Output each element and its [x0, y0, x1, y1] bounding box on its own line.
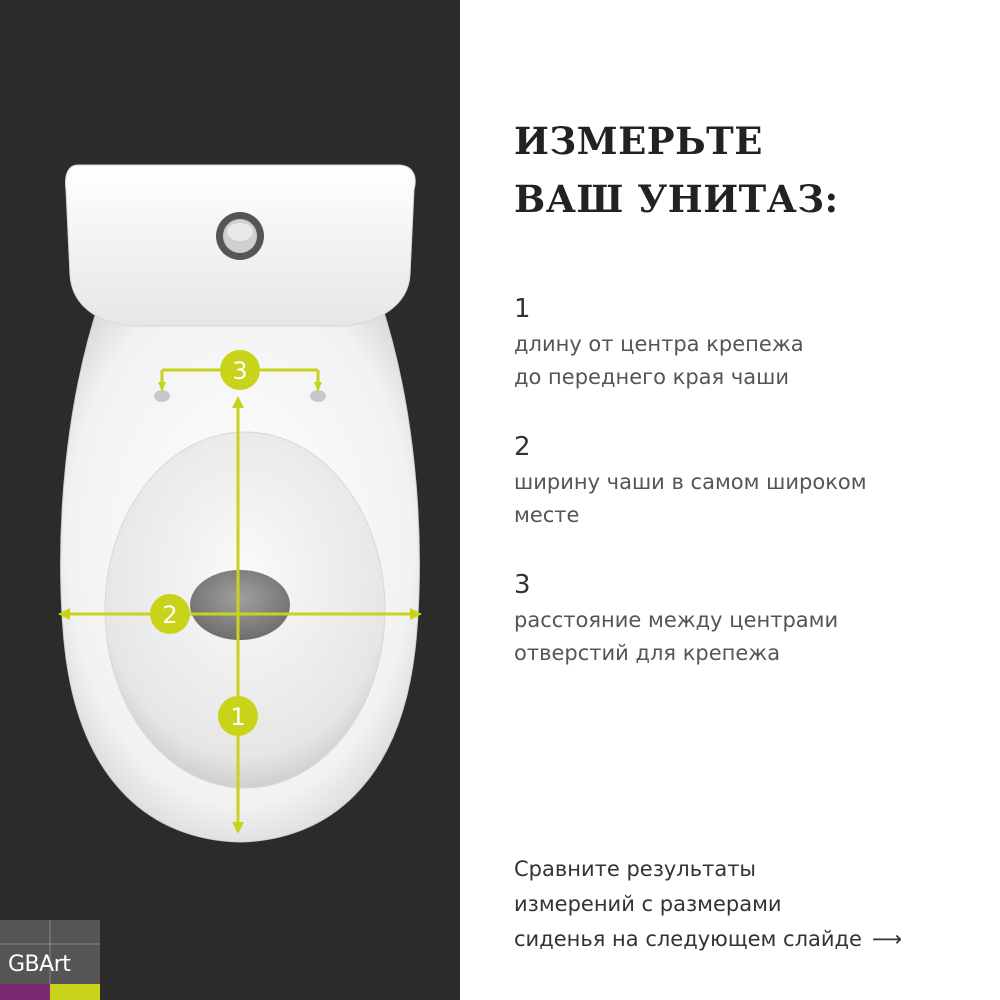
- arrow-right-icon[interactable]: ⟶: [871, 927, 903, 951]
- logo-text: GBArt: [8, 952, 71, 977]
- marker-3: 3: [232, 357, 248, 385]
- step-text-line-2: отверстий для крепежа: [514, 641, 781, 665]
- step-number: 2: [514, 432, 531, 462]
- page-title: [514, 112, 839, 228]
- content-panel: [460, 0, 1000, 1000]
- brand-logo: [0, 920, 100, 1000]
- toilet-illustration: [0, 0, 460, 1000]
- title-line-2: ВАШ УНИТАЗ:: [514, 177, 839, 221]
- step-text-line-1: длину от центра крепежа: [514, 332, 804, 356]
- marker-1: 1: [230, 703, 246, 731]
- step-number: 1: [514, 294, 531, 324]
- step-1: [514, 292, 984, 394]
- step-text-line-1: расстояние между центрами: [514, 608, 839, 632]
- step-number: 3: [514, 570, 531, 600]
- footer-line-2: измерений с размерами: [514, 892, 782, 916]
- footer-note: [514, 852, 994, 957]
- title-line-1: ИЗМЕРЬТЕ: [514, 119, 763, 163]
- step-text-line-2: до переднего края чаши: [514, 365, 789, 389]
- step-3: [514, 568, 984, 670]
- step-text-line-1: ширину чаши в самом широком: [514, 470, 867, 494]
- step-text-line-2: месте: [514, 503, 580, 527]
- drain-hole: [190, 570, 290, 640]
- illustration-panel: [0, 0, 460, 1000]
- footer-line-3: сиденья на следующем слайде: [514, 927, 862, 951]
- step-2: [514, 430, 984, 532]
- marker-2: 2: [162, 601, 178, 629]
- footer-line-1: Сравните результаты: [514, 857, 757, 881]
